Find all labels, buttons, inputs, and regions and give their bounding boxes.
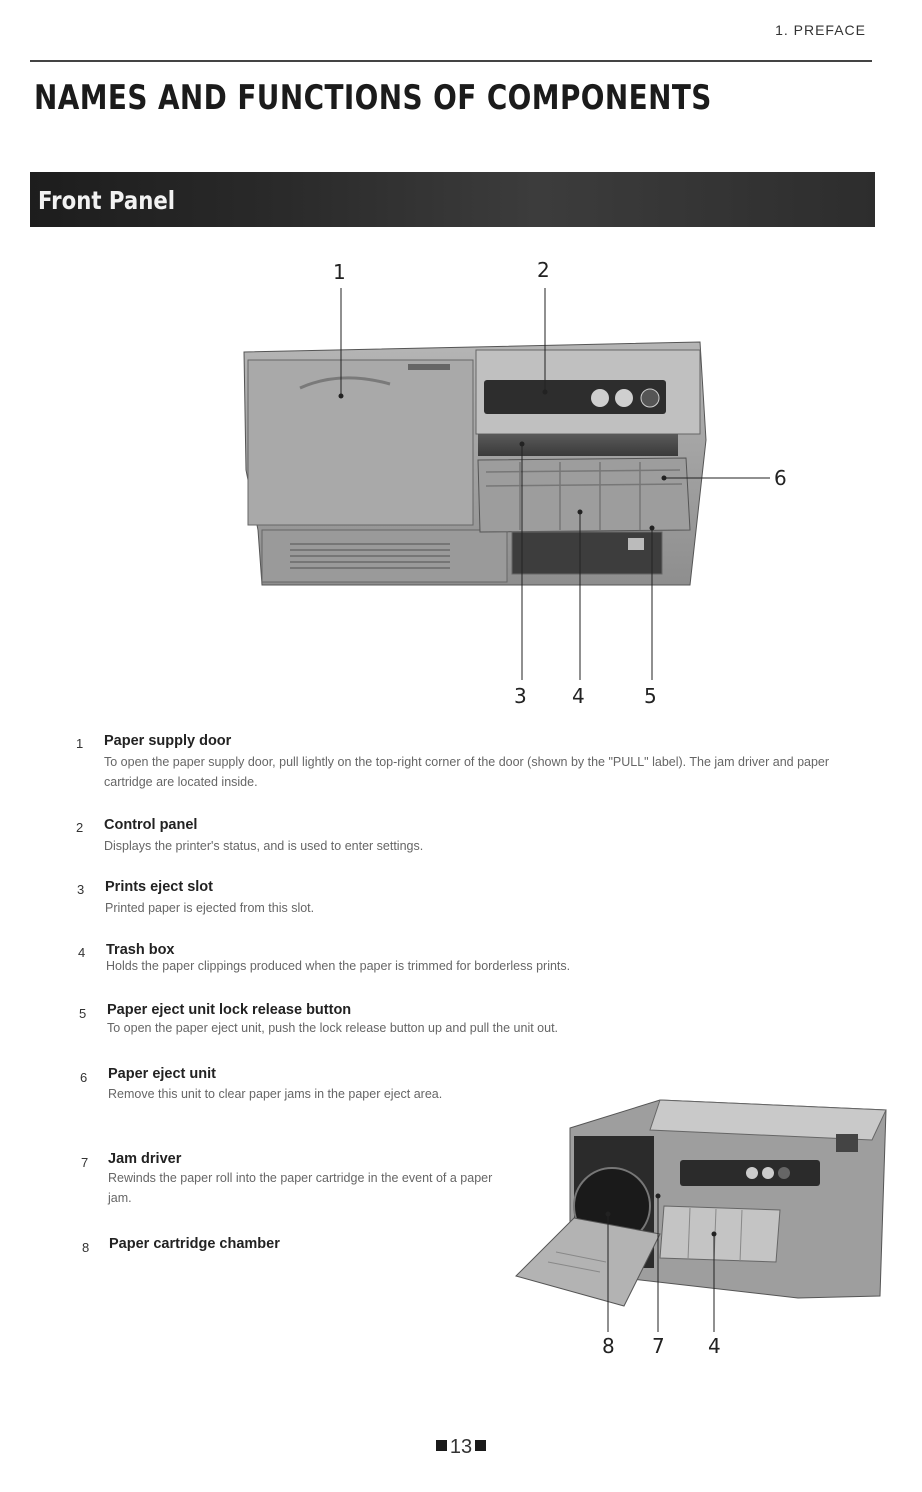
item-title: Prints eject slot	[105, 879, 213, 895]
callout-4b: 4	[708, 1334, 721, 1358]
callout-5: 5	[644, 684, 657, 708]
item-description: Displays the printer's status, and is used to enter settings.	[104, 839, 424, 853]
item-number: 7	[81, 1155, 89, 1170]
item-number: 1	[76, 736, 84, 751]
item-description: Holds the paper clippings produced when the paper is trimmed for borderless prints.	[106, 959, 571, 973]
item-number: 3	[77, 882, 85, 897]
item-title: Paper supply door	[104, 733, 232, 749]
page-number-value: 13	[449, 1436, 473, 1458]
item-number: 6	[80, 1070, 88, 1085]
item-title: Paper eject unit lock release button	[107, 1002, 352, 1018]
callout-7: 7	[652, 1334, 665, 1358]
callout-1: 1	[333, 260, 346, 284]
item-title: Control panel	[104, 817, 198, 833]
item-title: Paper eject unit	[108, 1066, 216, 1082]
item-number: 4	[78, 945, 86, 960]
callout-6: 6	[774, 466, 787, 490]
section-tag: 1. PREFACE	[775, 22, 866, 38]
item-description: To open the paper supply door, pull lightly on the top-right corner of the door (shown by the "PULL" label). The jam driver and paper cartridge are located inside.	[104, 755, 830, 789]
callout-4: 4	[572, 684, 585, 708]
item-number: 5	[79, 1006, 87, 1021]
section-heading: Front Panel	[38, 186, 176, 215]
item-number: 2	[76, 820, 84, 835]
callout-2: 2	[537, 258, 550, 282]
callout-3: 3	[514, 684, 527, 708]
page-number	[0, 1436, 922, 1459]
item-description: Printed paper is ejected from this slot.	[105, 901, 315, 915]
item-title: Paper cartridge chamber	[109, 1236, 280, 1252]
item-description: Rewinds the paper roll into the paper cartridge in the event of a paper jam.	[108, 1171, 493, 1205]
square-bullet-icon	[436, 1440, 447, 1451]
item-number: 8	[82, 1240, 90, 1255]
item-title: Trash box	[106, 942, 175, 958]
item-description: Remove this unit to clear paper jams in the paper eject area.	[108, 1087, 443, 1101]
item-description: To open the paper eject unit, push the lock release button up and pull the unit out.	[107, 1021, 559, 1035]
item-title: Jam driver	[108, 1151, 182, 1167]
callout-8: 8	[602, 1334, 615, 1358]
square-bullet-icon	[475, 1440, 486, 1451]
page-title: NAMES AND FUNCTIONS OF COMPONENTS	[34, 78, 712, 118]
